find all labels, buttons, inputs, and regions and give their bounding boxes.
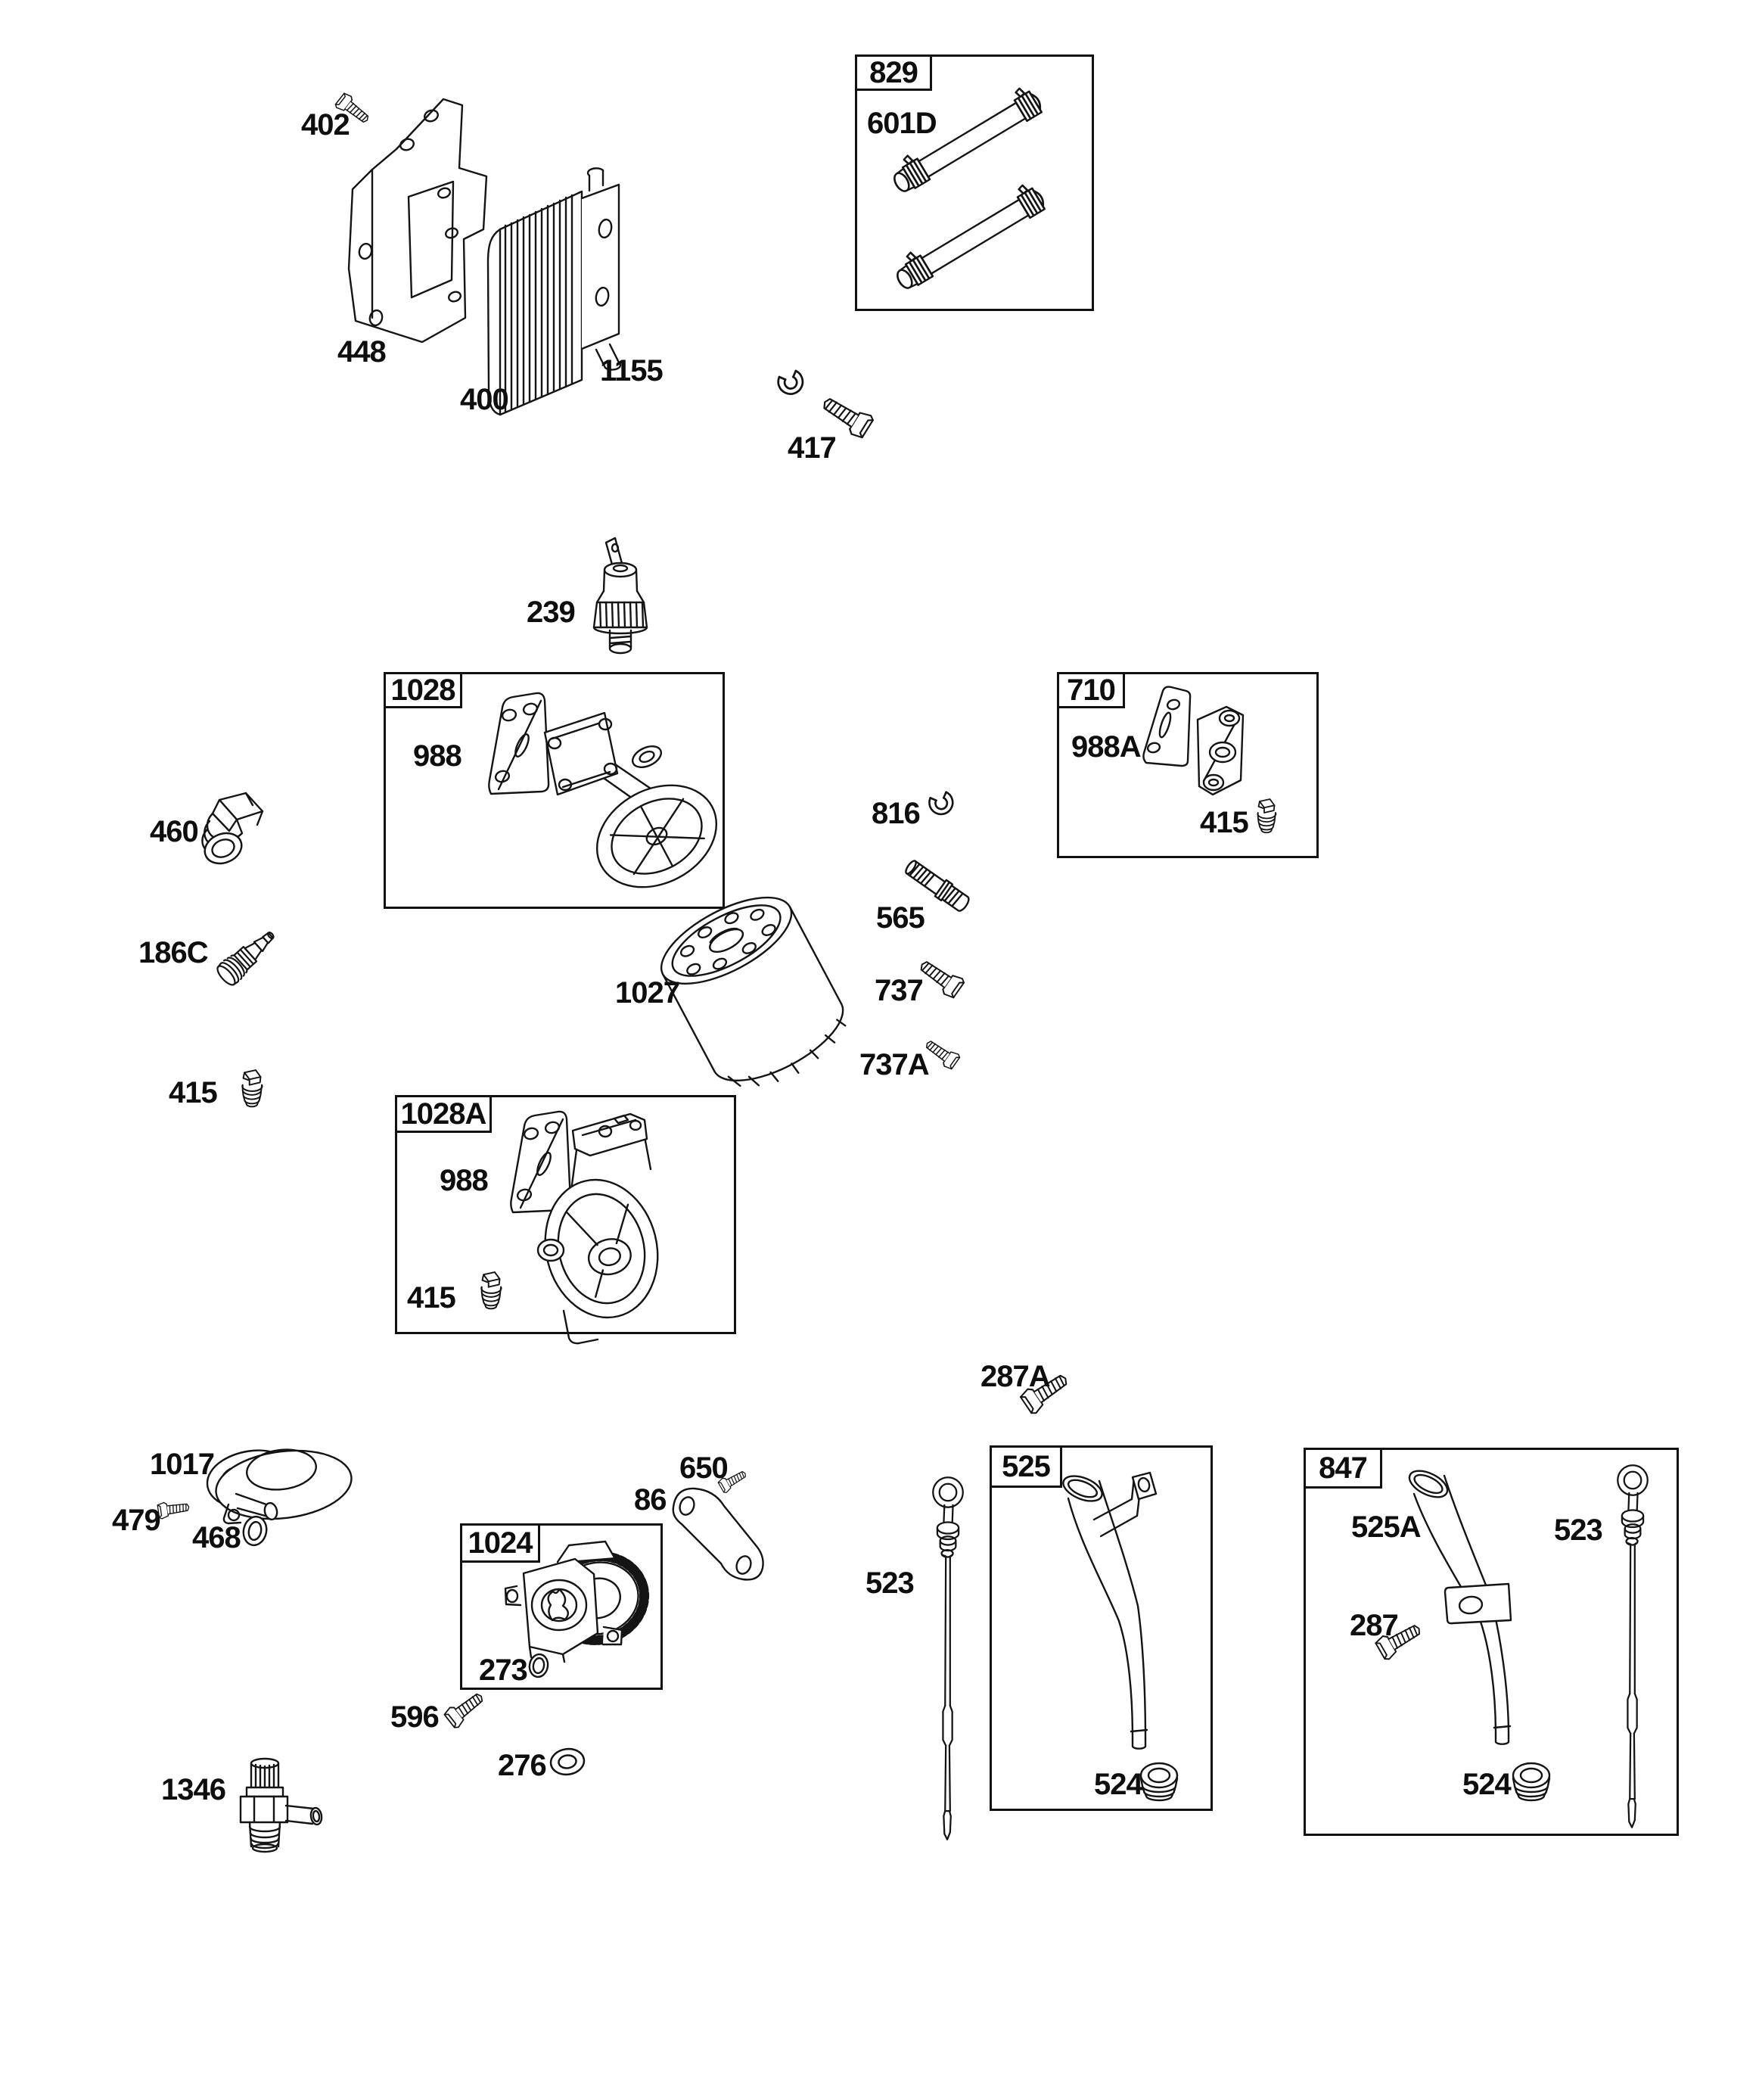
callout-601D: 601D (867, 107, 937, 140)
part-816-lock-washer-drawing (929, 792, 953, 814)
callout-1027: 1027 (615, 976, 679, 1010)
group-box-525-tag (990, 1445, 1062, 1488)
callout-524-525: 524 (1094, 1768, 1142, 1801)
part-239-oil-pressure-switch-drawing (594, 538, 647, 653)
callout-417: 417 (788, 431, 836, 465)
part-460-elbow-fitting-drawing (200, 793, 263, 869)
group-box-710-label: 710 (1067, 673, 1115, 707)
callout-186C: 186C (138, 936, 208, 969)
group-box-829 (855, 54, 1094, 311)
callout-448: 448 (337, 335, 386, 369)
callout-596: 596 (390, 1700, 439, 1734)
part-1155-lock-washer-drawing (778, 371, 803, 394)
callout-565: 565 (876, 901, 925, 935)
callout-988-1028: 988 (413, 739, 462, 773)
callout-1017: 1017 (150, 1448, 214, 1481)
group-box-1028-tag (384, 672, 462, 708)
part-415-plug-left-drawing (242, 1070, 262, 1106)
callout-287: 287 (1350, 1609, 1398, 1642)
group-box-1028A-label: 1028A (400, 1097, 486, 1131)
callout-1155: 1155 (600, 354, 663, 387)
callout-415-left: 415 (169, 1076, 217, 1109)
callout-479: 479 (112, 1504, 160, 1537)
group-box-829-tag (855, 54, 932, 91)
callout-816: 816 (872, 797, 920, 830)
part-1027-oil-filter-drawing (648, 880, 860, 1107)
part-479-screw-drawing (157, 1499, 190, 1519)
group-box-847-label: 847 (1319, 1451, 1367, 1485)
callout-415-1028A: 415 (407, 1281, 455, 1314)
callout-287A: 287A (981, 1360, 1050, 1393)
part-737-bolt-drawing (915, 955, 965, 1000)
callout-737A: 737A (859, 1048, 929, 1081)
callout-468: 468 (192, 1521, 241, 1554)
callout-523-left: 523 (866, 1566, 914, 1600)
callout-524-847: 524 (1462, 1768, 1511, 1801)
callout-1346: 1346 (161, 1773, 225, 1806)
part-596-bolt-drawing (443, 1688, 488, 1729)
group-box-525 (990, 1445, 1213, 1811)
callout-239: 239 (527, 596, 575, 629)
part-1346-relief-valve-drawing (241, 1759, 322, 1852)
callout-415-710: 415 (1200, 806, 1248, 839)
callout-988A: 988A (1071, 730, 1141, 764)
callout-400: 400 (460, 383, 508, 416)
group-box-1028A-tag (395, 1095, 492, 1133)
group-box-847-tag (1304, 1448, 1382, 1489)
part-86-cover-gasket-drawing (673, 1489, 763, 1579)
group-box-829-label: 829 (869, 55, 918, 89)
callout-276: 276 (498, 1749, 546, 1782)
group-box-710-tag (1057, 672, 1125, 708)
callout-737: 737 (875, 974, 923, 1007)
group-box-710 (1057, 672, 1319, 858)
part-276-washer-drawing (549, 1747, 586, 1776)
group-box-525-label: 525 (1002, 1449, 1050, 1483)
callout-988-1028A: 988 (440, 1164, 488, 1197)
callout-273: 273 (479, 1654, 527, 1687)
part-186C-fitting-drawing (214, 925, 281, 988)
part-1017-breather-drawing (207, 1443, 356, 1526)
group-box-1024-label: 1024 (468, 1526, 533, 1560)
part-523-dipstick-left-drawing (933, 1477, 962, 1839)
callout-460: 460 (150, 815, 198, 848)
callout-523-847: 523 (1554, 1514, 1602, 1547)
callout-86: 86 (634, 1483, 667, 1517)
part-448-bracket-drawing (349, 99, 486, 342)
group-box-1024-tag (460, 1523, 540, 1563)
callout-525A: 525A (1351, 1510, 1421, 1544)
group-box-1028-label: 1028 (390, 673, 455, 707)
callout-650: 650 (679, 1451, 728, 1485)
callout-402: 402 (301, 108, 350, 142)
group-box-1028 (384, 672, 725, 909)
